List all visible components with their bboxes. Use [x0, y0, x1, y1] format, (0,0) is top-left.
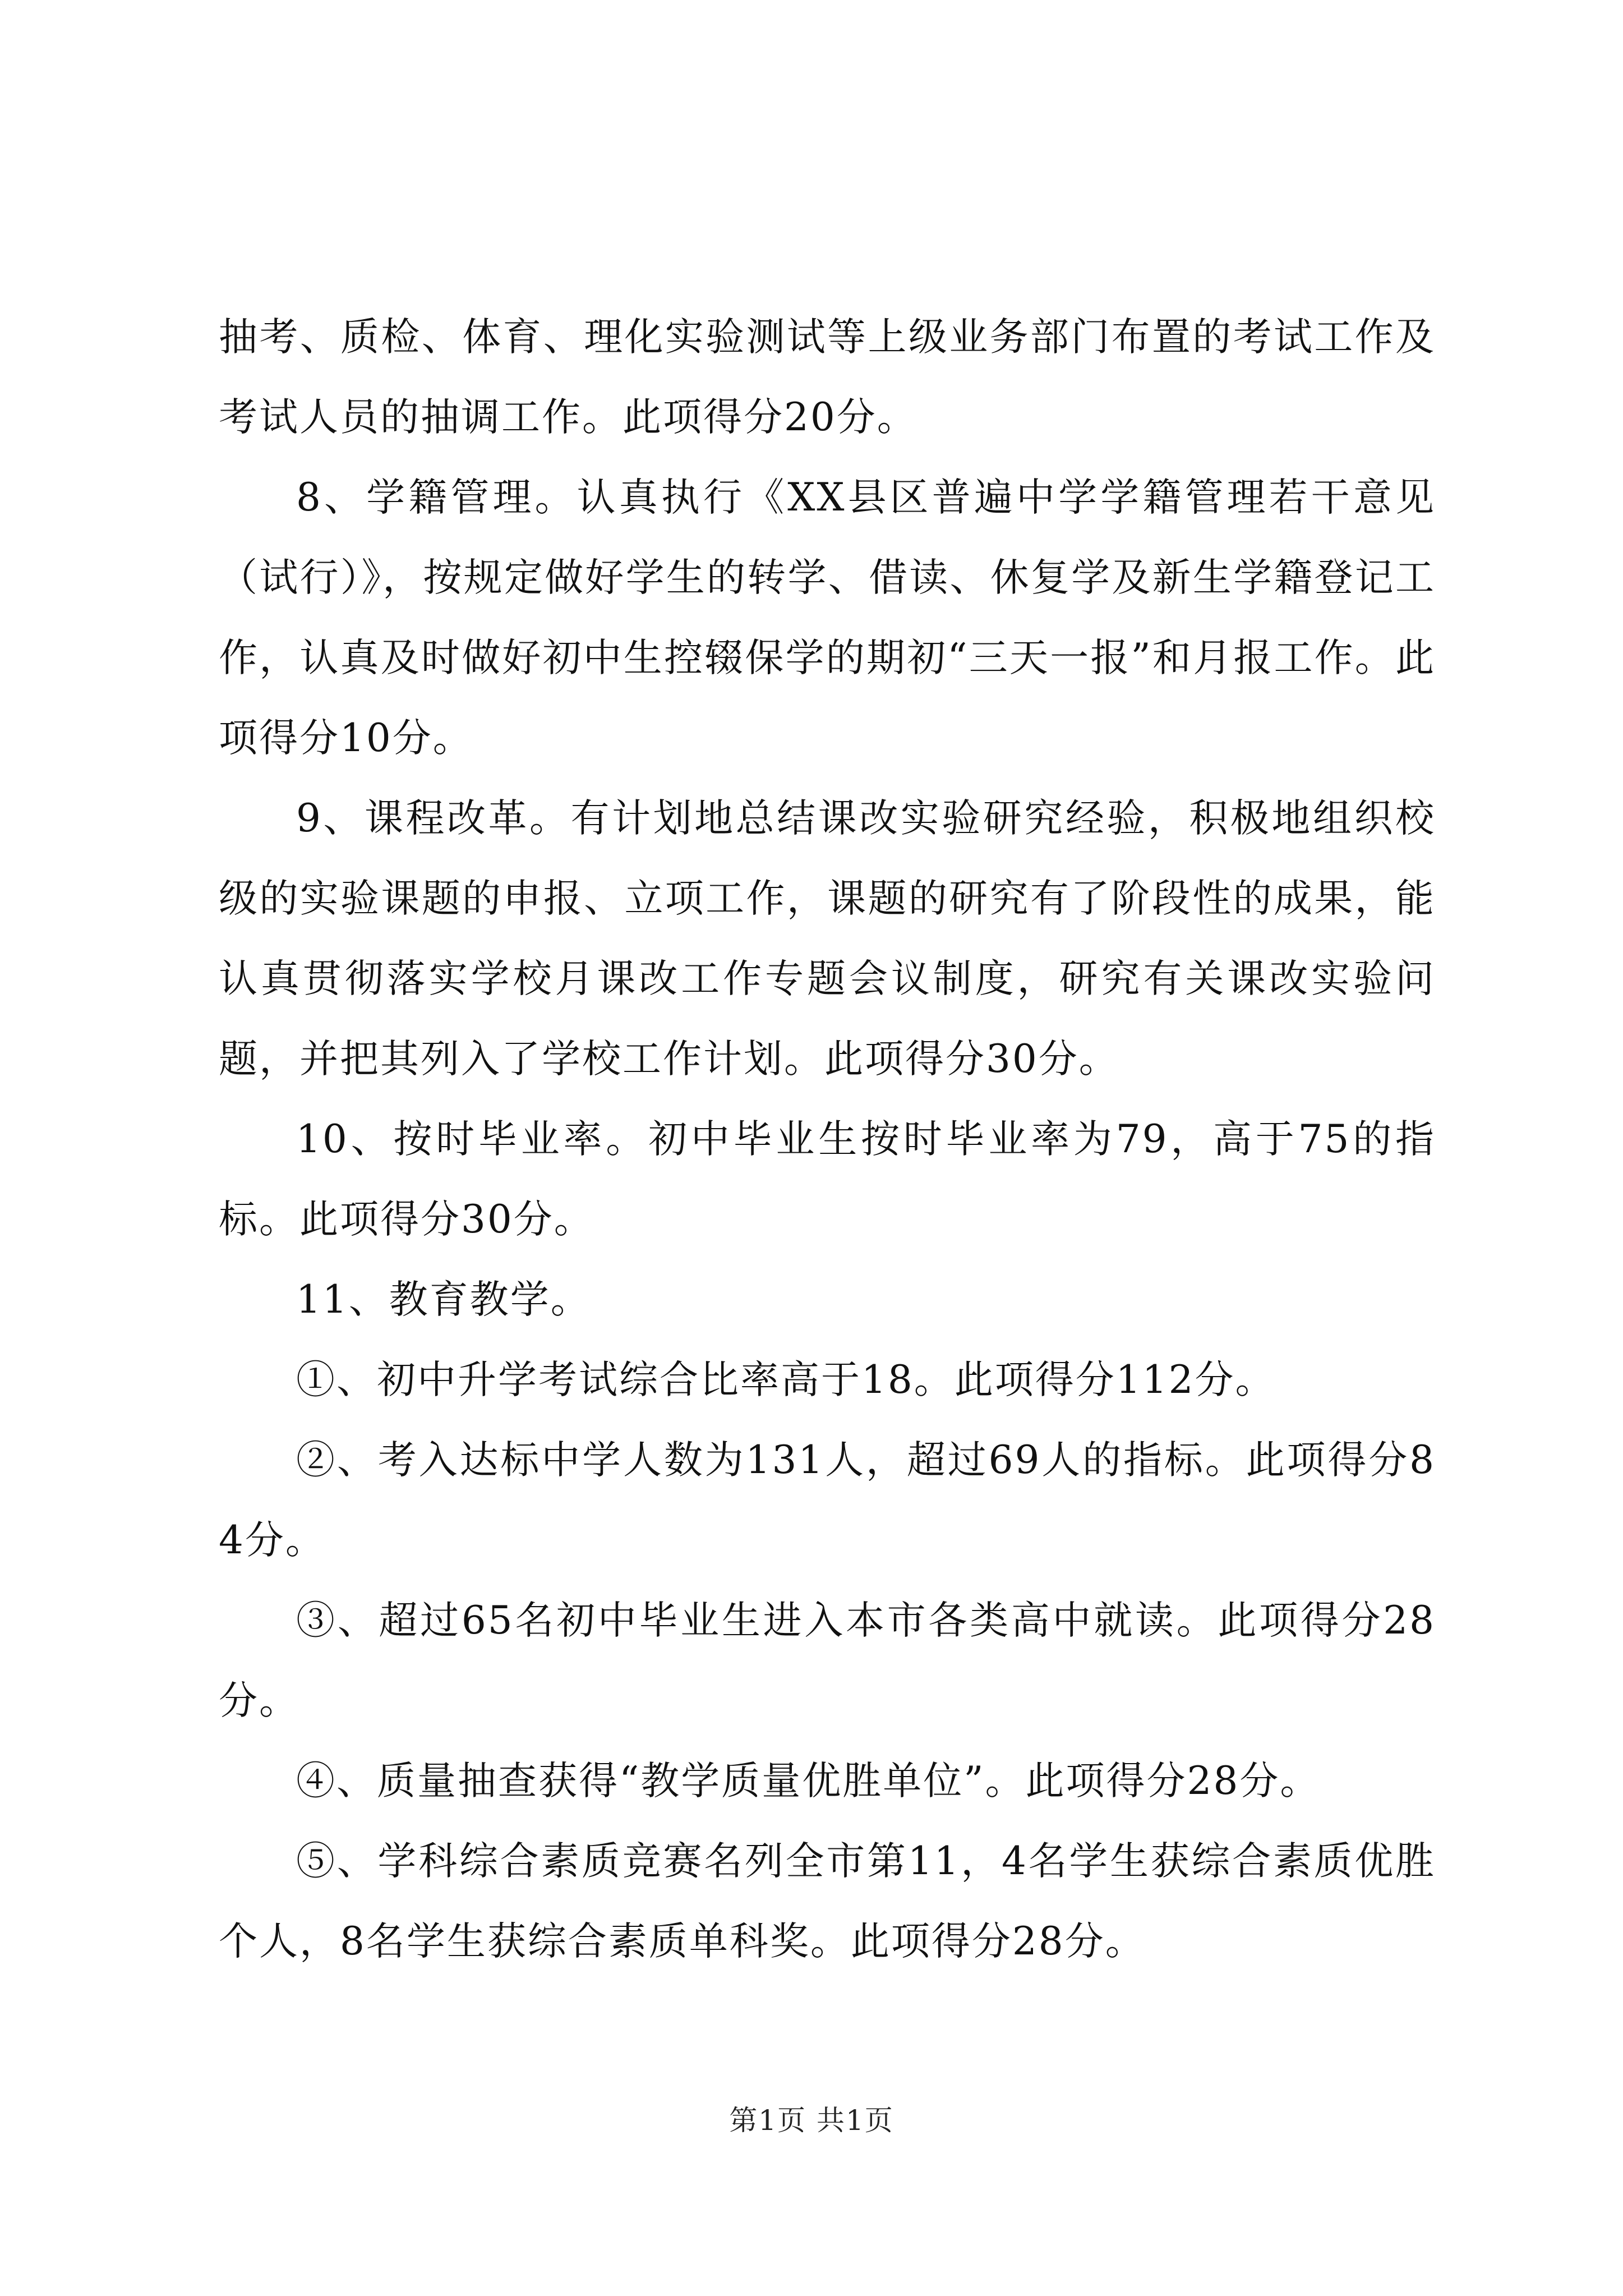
paragraph-curriculum-reform: 9、课程改革。有计划地总结课改实验研究经验，积极地组织校级的实验课题的申报、立项工作，课题的研究有了阶段性的成果，能认真贯彻落实学校月课改工作专题会议制度，研究有关课改实验问题，并把其列入了学校工作计划。此项得分30分。 [219, 796, 1436, 1082]
paragraph-item-5: ⑤、学科综合素质竞赛名列全市第11，4名学生获综合素质优胜个人，8名学生获综合素质单科奖。此项得分28分。 [219, 1839, 1436, 1964]
paragraph-exam-work: 抽考、质检、体育、理化实验测试等上级业务部门布置的考试工作及考试人员的抽调工作。此项得分20分。 [219, 315, 1436, 440]
page-number-footer: 第1页 共1页 [729, 2104, 894, 2137]
paragraph-item-1: ①、初中升学考试综合比率高于18。此项得分112分。 [296, 1358, 1276, 1402]
paragraph-graduation-rate: 10、按时毕业率。初中毕业生按时毕业率为79，高于75的指标。此项得分30分。 [219, 1117, 1436, 1242]
paragraph-item-2: ②、考入达标中学人数为131人，超过69人的指标。此项得分84分。 [219, 1438, 1436, 1563]
paragraph-item-4: ④、质量抽查获得“教学质量优胜单位”。此项得分28分。 [296, 1759, 1321, 1803]
paragraph-item-3: ③、超过65名初中毕业生进入本市各类高中就读。此项得分28分。 [219, 1598, 1436, 1723]
paragraph-student-records: 8、学籍管理。认真执行《XX县区普遍中学学籍管理若干意见（试行）》，按规定做好学生的转学、借读、休复学及新生学籍登记工作，认真及时做好初中生控辍保学的期初“三天一报”和月报工作。此项得分10分。 [219, 475, 1436, 761]
paragraph-education-heading: 11、教育教学。 [296, 1277, 591, 1322]
document-body [219, 297, 1436, 1982]
